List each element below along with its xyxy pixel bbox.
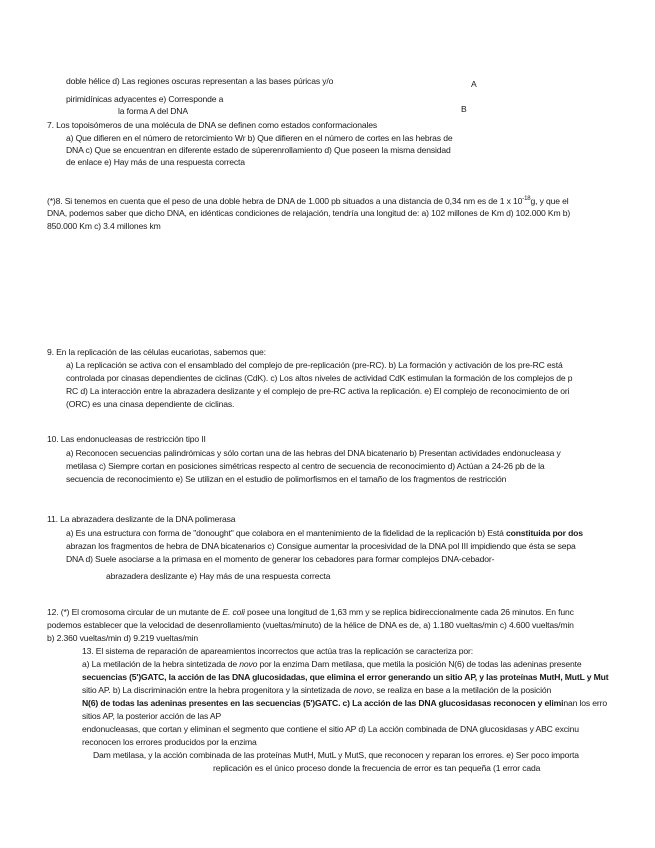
figure-label-b: B (461, 104, 467, 114)
question-9-option-line: (ORC) es una cinasa dependiente de ciclinas. (66, 399, 235, 409)
question-13-option-line: endonucleasas, que cortan y eliminan el segmento que contiene el sitio AP d) La acción combinada de DNA glucosidasas y ABC excinu (82, 724, 579, 734)
question-13-option-line: a) La metilación de la hebra sintetizada de novo por la enzima Dam metilasa, que metila la posición N(6) de todas las adeninas presente (82, 659, 582, 669)
question-13-option-line: sitio AP. b) La discriminación entre la hebra progenitora y la sintetizada de novo, se realiza en base a la metilación de la posición (82, 685, 552, 695)
text-line: pirimidínicas adyacentes e) Corresponde a (66, 94, 224, 104)
question-11-title: 11. La abrazadera deslizante de la DNA polimerasa (47, 514, 236, 524)
question-11-option-line: abrazan los fragmentos de hebra de DNA bicatenarios c) Consigue aumentar la procesividad de la DNA pol III impidiendo que ésta se sepa (66, 541, 576, 551)
question-8-line: 850.000 Km c) 3.4 millones km (47, 221, 161, 231)
question-13-option-line: reconocen los errores producidos por la enzima (82, 737, 257, 747)
question-13-option-line: replicación es el único proceso donde la frecuencia de error es tan pequeña (1 error cada (213, 763, 541, 773)
question-12-line: 12. (*) El cromosoma circular de un mutante de E. coli posee una longitud de 1,63 mm y se replica bidireccionalmente cada 26 minutos. En func (47, 607, 574, 617)
question-12-line: b) 2.360 vueltas/min d) 9.219 vueltas/min (47, 633, 199, 643)
question-10-option-line: metilasa c) Siempre cortan en posiciones simétricas respecto al centro de secuencia de reconocimiento d) Actúan a 24-26 pb de la (66, 461, 545, 471)
question-7-option-line: DNA c) Que se encuentran en diferente estado de súperenrollamiento d) Que poseen la misma densidad (66, 145, 451, 155)
question-10-option-line: a) Reconocen secuencias palindrómicas y sólo cortan una de las hebras del DNA bicatenario b) Presentan actividades endonucleasa y (66, 448, 561, 458)
question-9-option-line: RC d) La interacción entre la abrazadera deslizante y el complejo de pre-RC activa la replicación. e) El complejo de reconocimiento de ori (66, 386, 570, 396)
figure-label-a: A (471, 79, 477, 89)
question-12-line: podemos establecer que la velocidad de desenrollamiento (vueltas/minuto) de la hélice de DNA es de, a) 1.180 vueltas/min c) 4.600 vueltas/min (47, 620, 574, 630)
question-7-option-line: a) Que difieren en el número de retorcimiento Wr b) Que difieren en el número de cortes en las hebras de (66, 133, 453, 143)
question-11-option-line: DNA d) Suele asociarse a la primasa en el momento de generar los cebadores para formar complejos DNA-cebador- (66, 554, 495, 564)
question-9-title: 9. En la replicación de las células eucariotas, sabemos que: (47, 347, 266, 357)
question-9-option-line: controlada por cinasas dependientes de ciclinas (CdK). c) Los altos niveles de actividad CdK estimulan la formación de los complejos de p (66, 373, 573, 383)
question-13-option-line: secuencias (5')GATC, la acción de las DNA glucosidadas, que elimina el error generando un sitio AP, y las proteínas MutH, MutL y Mut (82, 672, 609, 682)
question-13-option-line: N(6) de todas las adeninas presentes en las secuencias (5')GATC. c) La acción de las DNA glucosidasas reconocen y eliminan los erro (82, 698, 607, 708)
question-11-option-line: a) Es una estructura con forma de "donought" que colabora en el mantenimiento de la fidelidad de la replicación b) Está constituida por dos (66, 528, 583, 538)
question-9-option-line: a) La replicación se activa con el ensamblado del complejo de pre-replicación (pre-RC). b) La formación y activación de los pre-RC está (66, 360, 563, 370)
question-11-option-line: abrazadera deslizante e) Hay más de una respuesta correcta (106, 571, 331, 581)
question-13-option-line: sitios AP, la posterior acción de las AP (82, 711, 222, 721)
text-line: doble hélice d) Las regiones oscuras representan a las bases púricas y/o (66, 76, 334, 86)
question-13-title: 13. El sistema de reparación de apareamientos incorrectos que actúa tras la replicación se caracteriza por: (82, 646, 473, 656)
question-7-option-line: de enlace e) Hay más de una respuesta correcta (66, 157, 245, 167)
question-8-line: DNA, podemos saber que dicho DNA, en idénticas condiciones de relajación, tendría una longitud de: a) 102 millones de Km d) 102.000 Km b) (47, 208, 571, 218)
question-8-line: (*)8. Si tenemos en cuenta que el peso de una doble hebra de DNA de 1.000 pb situados a una distancia de 0,34 nm es de 1 x $10^{-18}g$, y que el (47, 196, 569, 206)
question-7-title: 7. Los topoisómeros de una molécula de DNA se definen como estados conformacionales (47, 120, 378, 130)
question-13-option-line: Dam metilasa, y la acción combinada de las proteínas MutH, MutL y MutS, que reconocen y reparan los errores. e) Ser poco importa (93, 750, 579, 760)
question-10-option-line: secuencia de reconocimiento e) Se utilizan en el estudio de polimorfismos en el tamaño de los fragmentos de restricción (66, 474, 507, 484)
question-10-title: 10. Las endonucleasas de restricción tipo II (47, 434, 206, 444)
text-line: la forma A del DNA (118, 106, 188, 116)
